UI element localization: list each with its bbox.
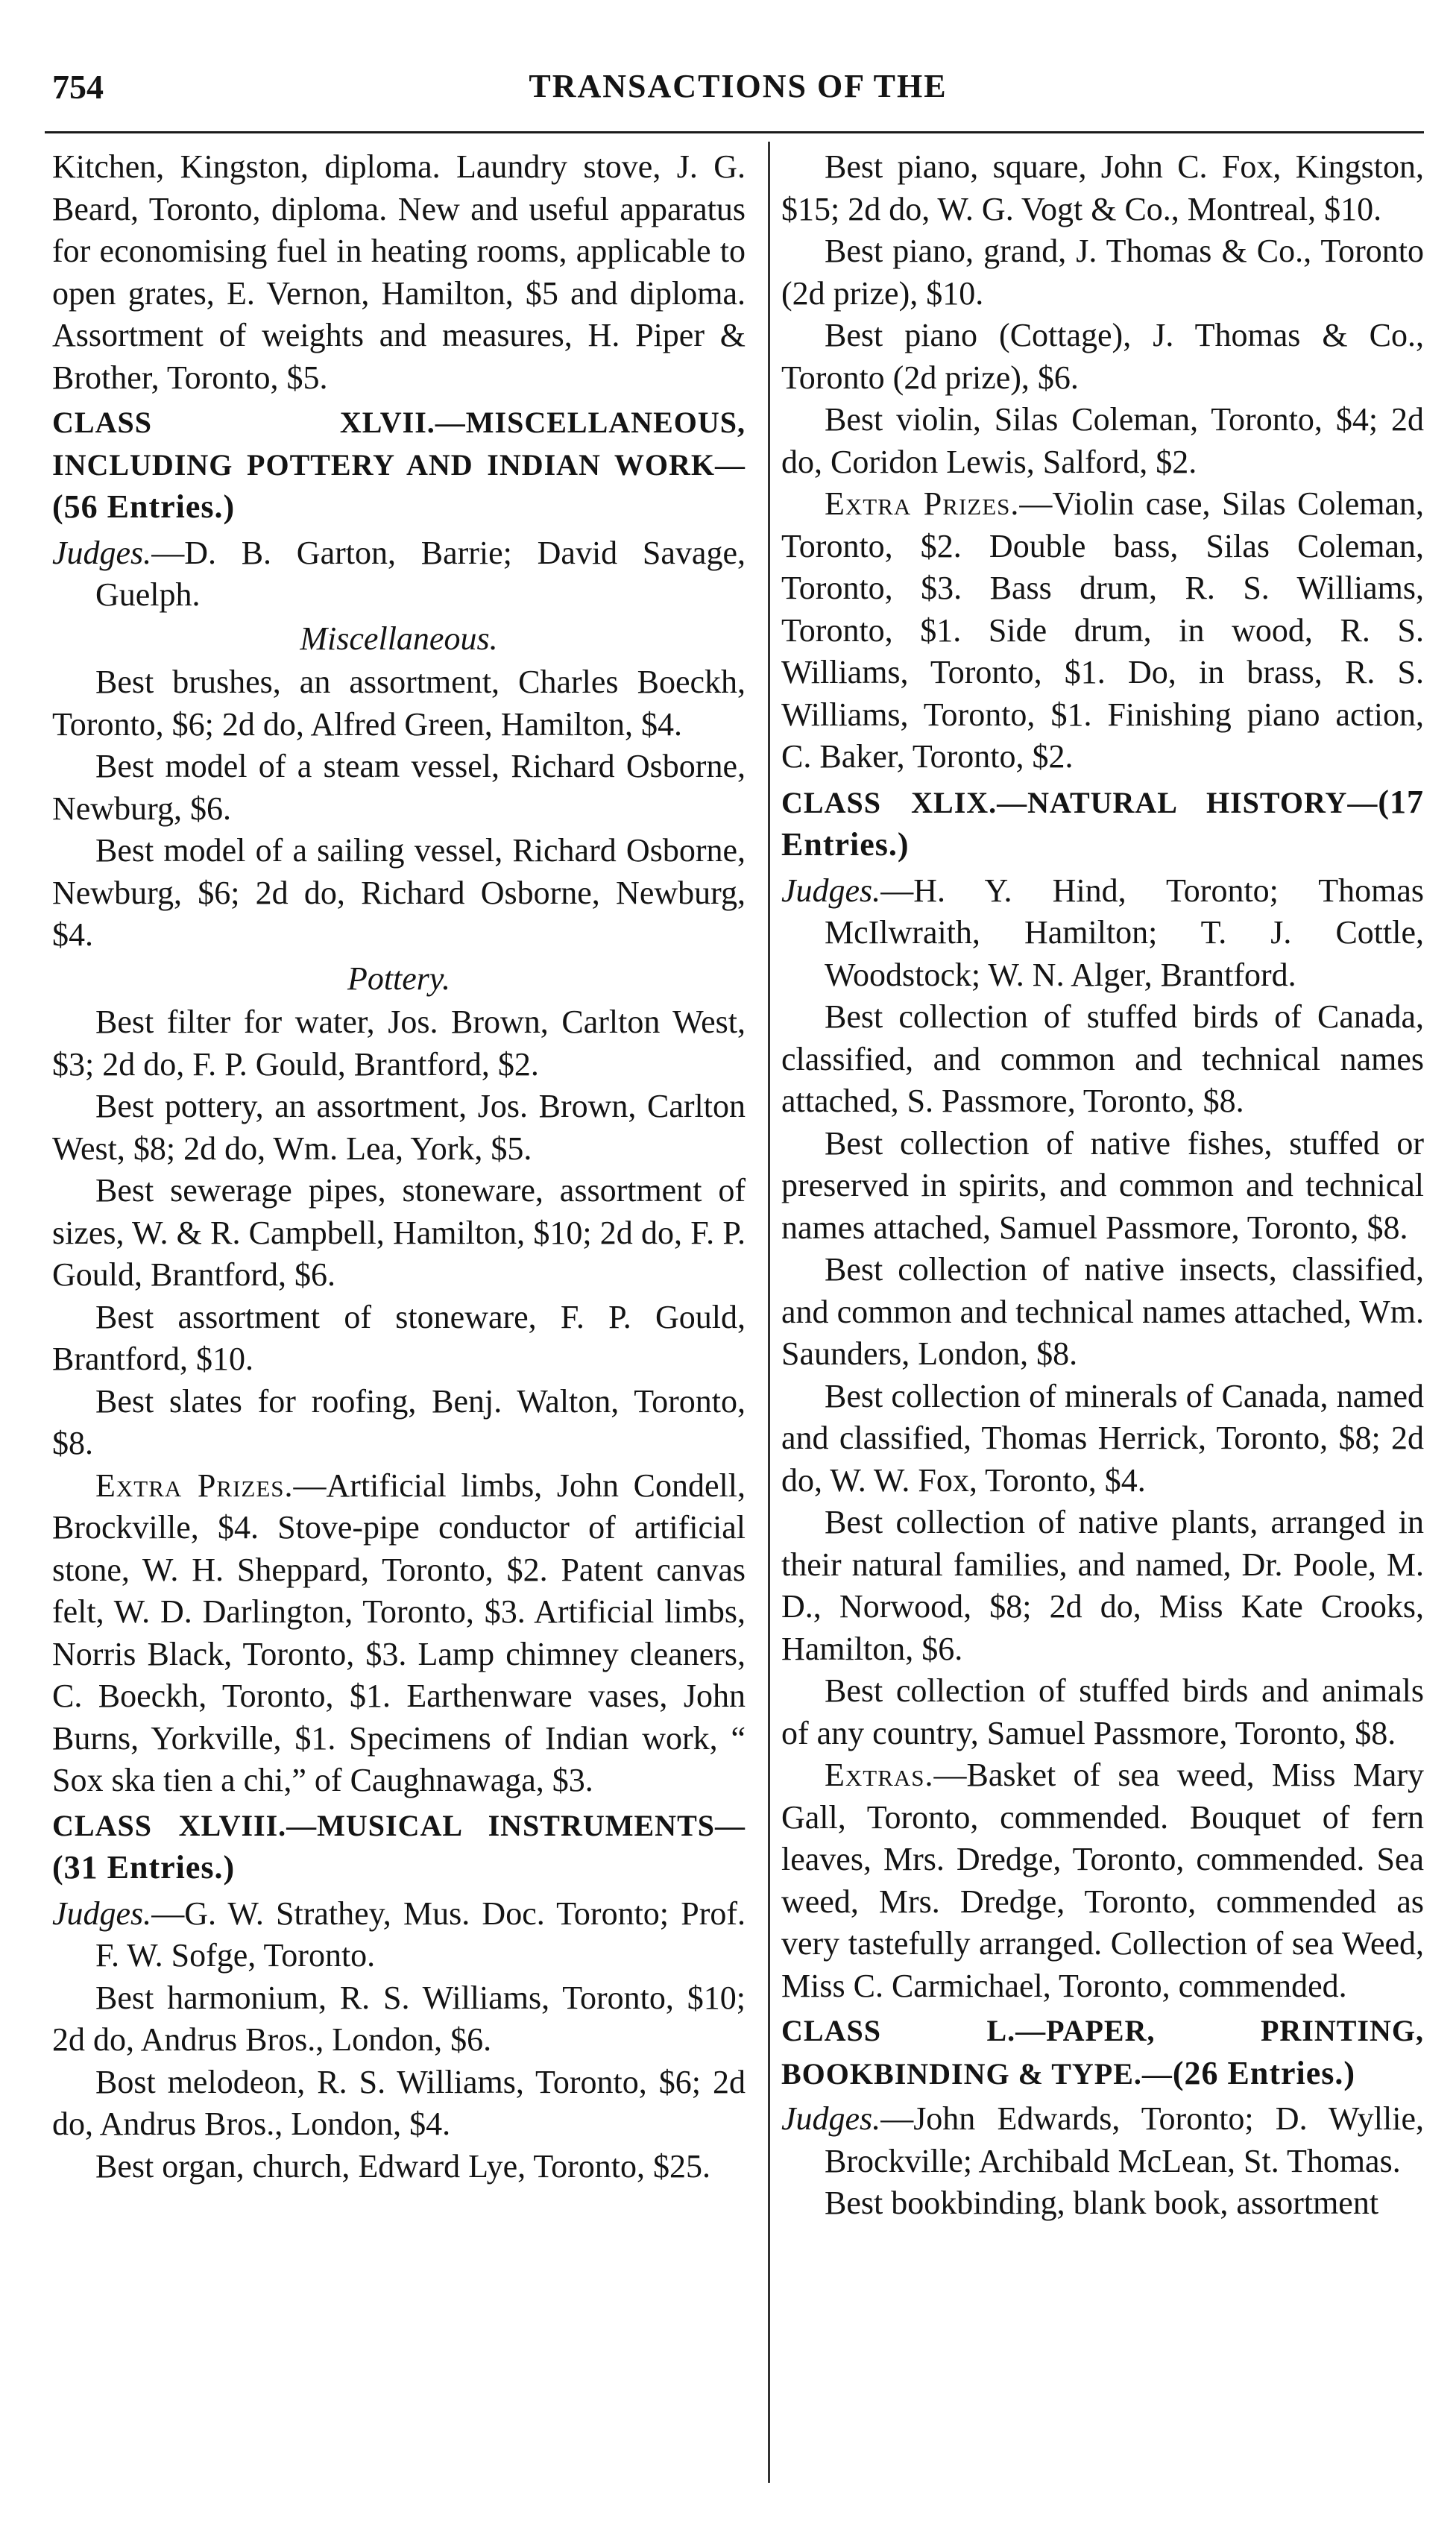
extras-label: Extras. xyxy=(825,1757,934,1793)
judges-line xyxy=(52,532,746,617)
paragraph: Best sewerage pipes, stoneware, assortment of sizes, W. & R. Campbell, Hamilton, $10; 2d do, F. P. Gould, Brantford, $6. xyxy=(52,1172,746,1293)
judges-label: Judges. xyxy=(781,872,881,909)
extra-prizes-paragraph xyxy=(781,483,1424,778)
paragraph: Best collection of minerals of Canada, named and classified, Thomas Herrick, Toronto, $8; 2d do, W. W. Fox, Toronto, $4. xyxy=(781,1377,1424,1499)
class-heading xyxy=(52,1805,746,1890)
paragraph: Best filter for water, Jos. Brown, Carlton West, $3; 2d do, F. P. Gould, Brantford, $2. xyxy=(52,1004,746,1083)
judges-names: —John Edwards, Toronto; D. Wyllie, Brockville; Archibald McLean, St. Thomas. xyxy=(825,2100,1424,2179)
extra-prizes-paragraph xyxy=(52,1465,746,1802)
paragraph: Best model of a steam vessel, Richard Osborne, Newburg, $6. xyxy=(52,748,746,827)
class-heading xyxy=(781,781,1424,867)
judges-line xyxy=(781,2098,1424,2182)
paragraph: Best collection of native insects, classified, and common and technical names attached, Wm. Saunders, London, $8. xyxy=(781,1251,1424,1372)
extras-text: —Basket of sea weed, Miss Mary Gall, Toronto, commended. Bouquet of fern leaves, Mrs. Dredge, Toronto, commended. Sea weed, Mrs. Dredge, Toronto, commended as very tastefully arranged. Collection of sea Weed, Miss C. Carmichael, Toronto, commended. xyxy=(781,1757,1424,2004)
judges-line xyxy=(781,870,1424,997)
paragraph: Best collection of native fishes, stuffed or preserved in spirits, and common and technical names attached, Samuel Passmore, Toronto, $8. xyxy=(781,1124,1424,1246)
judges-label: Judges. xyxy=(52,534,152,571)
subheading: Pottery. xyxy=(347,960,451,997)
paragraph: Best violin, Silas Coleman, Toronto, $4; 2d do, Coridon Lewis, Salford, $2. xyxy=(781,401,1424,480)
column-divider xyxy=(768,142,770,2483)
paragraph: Best brushes, an assortment, Charles Boeckh, Toronto, $6; 2d do, Alfred Green, Hamilton, $4. xyxy=(52,664,746,743)
class-heading-title: CLASS L.—PAPER, PRINTING, BOOKBINDING & TYPE.— xyxy=(781,2014,1424,2091)
paragraph: Bost melodeon, R. S. Williams, Toronto, $6; 2d do, Andrus Bros., London, $4. xyxy=(52,2063,746,2142)
class-entries-count: (26 Entries.) xyxy=(1172,2054,1356,2091)
paragraph: Best piano, grand, J. Thomas & Co., Toronto (2d prize), $10. xyxy=(781,233,1424,312)
paragraph: Best model of a sailing vessel, Richard Osborne, Newburg, $6; 2d do, Richard Osborne, Newburg, $4. xyxy=(52,832,746,953)
paragraph: Best harmonium, R. S. Williams, Toronto, $10; 2d do, Andrus Bros., London, $6. xyxy=(52,1979,746,2058)
extra-prizes-label: Extra Prizes. xyxy=(95,1467,294,1504)
class-heading-title: CLASS XLVII.—MISCELLANEOUS, INCLUDING POTTERY AND INDIAN WORK— xyxy=(52,406,746,482)
page-header xyxy=(52,67,1424,112)
extra-prizes-label: Extra Prizes. xyxy=(825,485,1020,522)
extras-paragraph xyxy=(781,1754,1424,2007)
extra-prizes-text: —Artificial limbs, John Condell, Brockville, $4. Stove-pipe conductor of artificial stone, W. H. Sheppard, Toronto, $2. Patent canvas felt, W. D. Darlington, Toronto, $3. Artificial limbs, Norris Black, Toronto, $3. Lamp chimney cleaners, C. Boeckh, Toronto, $1. Earthenware vases, John Burns, Yorkville, $1. Specimens of Indian work, “ Sox ska tien a chi,” of Caughnawaga, $3. xyxy=(52,1467,746,1798)
class-entries-count: (17 Entries.) xyxy=(781,783,1424,863)
page-number: 754 xyxy=(52,68,104,106)
paragraph: Best collection of native plants, arranged in their natural families, and named, Dr. Poole, M. D., Norwood, $8; 2d do, Miss Kate Crooks, Hamilton, $6. xyxy=(781,1504,1424,1667)
right-column xyxy=(781,146,1424,2225)
running-head: TRANSACTIONS OF THE xyxy=(529,68,948,104)
paragraph: Kitchen, Kingston, diploma. Laundry stove, J. G. Beard, Toronto, diploma. New and useful apparatus for economising fuel in heating rooms, applicable to open grates, E. Vernon, Hamilton, $5 and diploma. Assortment of weights and measures, H. Piper & Brother, Toronto, $5. xyxy=(52,148,746,396)
judges-names: —D. B. Garton, Barrie; David Savage, Guelph. xyxy=(95,534,746,613)
paragraph: Best piano, square, John C. Fox, Kingston, $15; 2d do, W. G. Vogt & Co., Montreal, $10. xyxy=(781,148,1424,227)
class-entries-count: (31 Entries.) xyxy=(52,1849,236,1886)
paragraph: Best collection of stuffed birds of Canada, classified, and common and technical names attached, S. Passmore, Toronto, $8. xyxy=(781,998,1424,1119)
class-heading-title: CLASS XLIX.—NATURAL HISTORY— xyxy=(781,785,1378,819)
paragraph: Best piano (Cottage), J. Thomas & Co., Toronto (2d prize), $6. xyxy=(781,317,1424,396)
paragraph: Best bookbinding, blank book, assortment xyxy=(825,2185,1379,2221)
header-rule xyxy=(45,131,1424,133)
paragraph: Best organ, church, Edward Lye, Toronto, $25. xyxy=(95,2147,711,2185)
class-heading xyxy=(781,2010,1424,2095)
class-heading xyxy=(52,402,746,529)
paragraph: Best pottery, an assortment, Jos. Brown, Carlton West, $8; 2d do, Wm. Lea, York, $5. xyxy=(52,1088,746,1167)
class-entries-count: (56 Entries.) xyxy=(52,488,236,525)
class-heading-title: CLASS XLVIII.—MUSICAL INSTRUMENTS— xyxy=(52,1808,746,1842)
judges-label: Judges. xyxy=(781,2100,881,2137)
left-column xyxy=(52,146,746,2188)
judges-label: Judges. xyxy=(52,1895,152,1932)
judges-line xyxy=(52,1893,746,1977)
judges-names: —H. Y. Hind, Toronto; Thomas McIlwraith, Hamilton; T. J. Cottle, Woodstock; W. N. Alger, Brantford. xyxy=(825,872,1424,993)
subheading: Miscellaneous. xyxy=(300,620,498,657)
paragraph: Best slates for roofing, Benj. Walton, Toronto, $8. xyxy=(52,1382,746,1461)
paragraph: Best collection of stuffed birds and animals of any country, Samuel Passmore, Toronto, $8. xyxy=(781,1672,1424,1751)
paragraph: Best assortment of stoneware, F. P. Gould, Brantford, $10. xyxy=(52,1298,746,1377)
extra-prizes-text: —Violin case, Silas Coleman, Toronto, $2. Double bass, Silas Coleman, Toronto, $3. Bass drum, R. S. Williams, Toronto, $1. Side drum, in wood, R. S. Williams, Toronto, $1. Do, in brass, R. S. Williams, Toronto, $1. Finishing piano action, C. Baker, Toronto, $2. xyxy=(781,485,1424,775)
judges-names: —G. W. Strathey, Mus. Doc. Toronto; Prof. F. W. Sofge, Toronto. xyxy=(95,1895,746,1974)
